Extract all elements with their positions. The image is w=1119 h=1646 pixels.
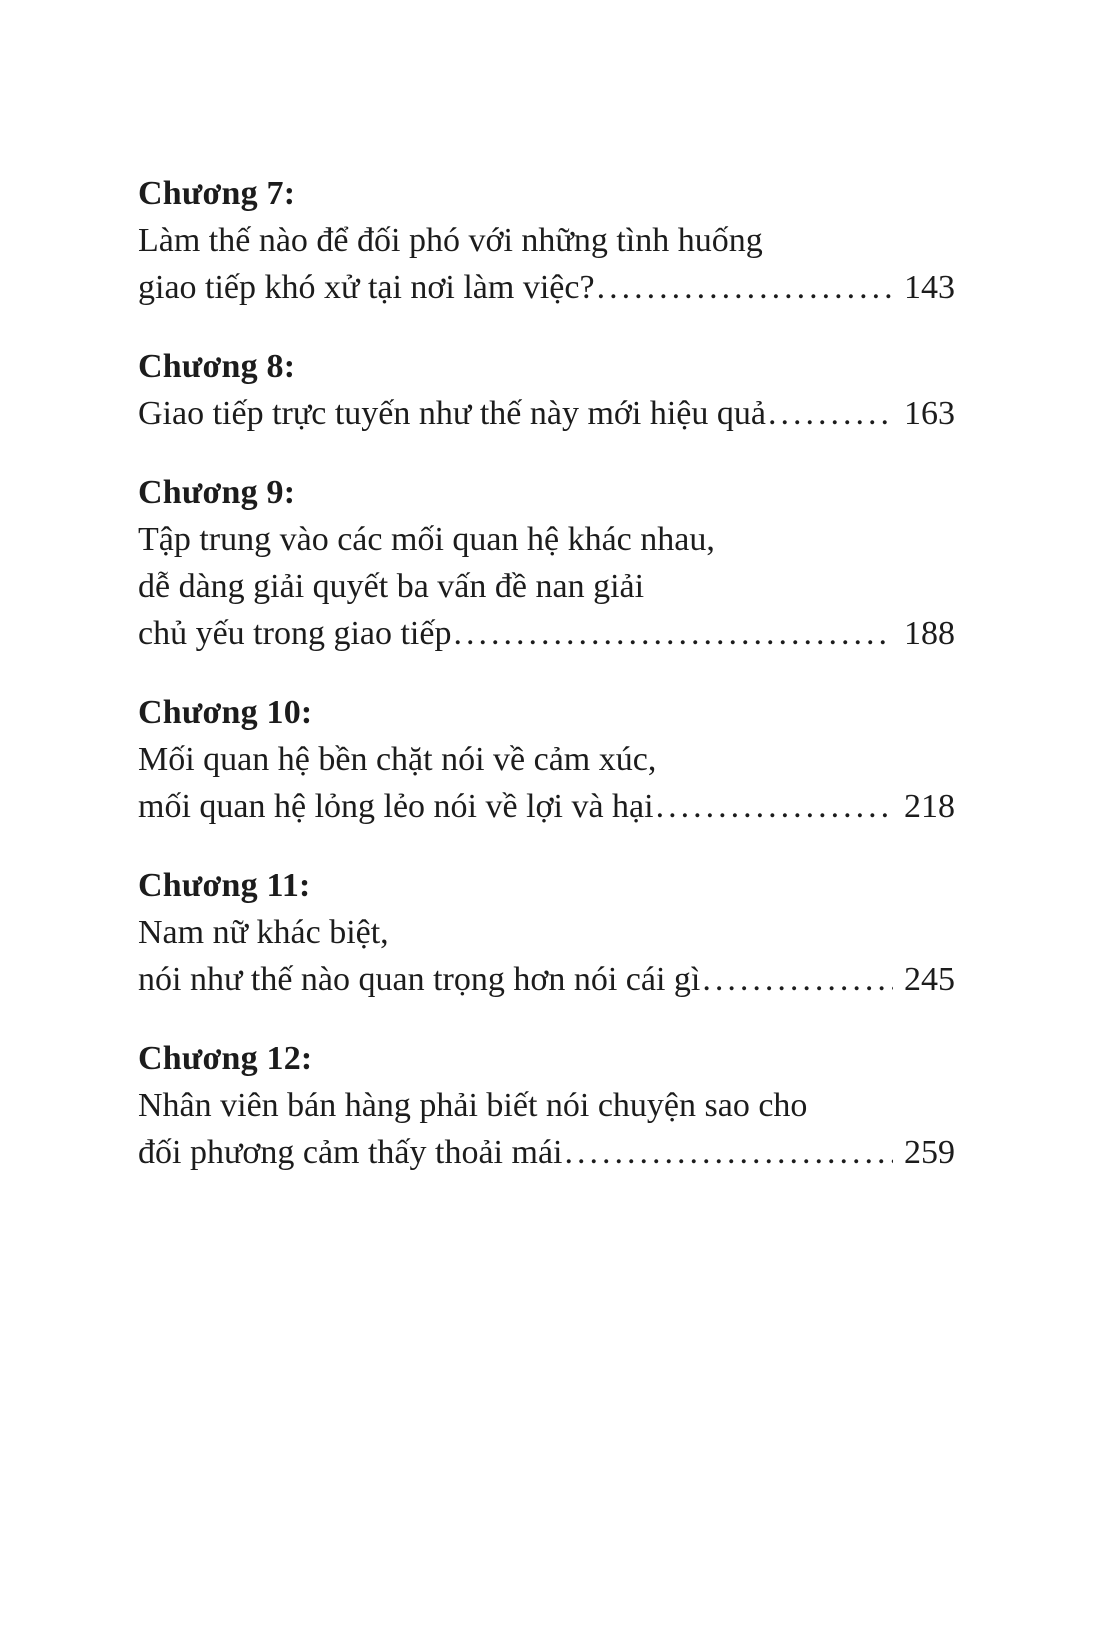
- page-number: 163: [904, 395, 955, 432]
- chapter-title-lines: [138, 516, 955, 610]
- page-number: 188: [904, 615, 955, 652]
- dot-leader: [768, 390, 893, 437]
- dot-leader: [656, 783, 893, 830]
- dot-leader: [453, 610, 893, 657]
- chapter-title-text: chủ yếu trong giao tiếp: [138, 615, 452, 652]
- chapter-label: Chương 8:: [138, 348, 296, 385]
- chapter-final-line: [138, 1129, 955, 1176]
- chapter-title-lines: [138, 736, 955, 783]
- dot-leader: [597, 264, 893, 311]
- chapter-title-text: nói như thế nào quan trọng hơn nói cái gì: [138, 961, 701, 998]
- toc-chapter-entry: [138, 689, 955, 830]
- dot-leader: [565, 1129, 894, 1176]
- chapter-final-line: [138, 264, 955, 311]
- chapter-title-lines: [138, 1082, 955, 1129]
- toc-chapter-entry: [138, 170, 955, 311]
- chapter-final-line: [138, 783, 955, 830]
- chapter-title-line: Tập trung vào các mối quan hệ khác nhau,: [138, 521, 715, 558]
- chapter-title-text: đối phương cảm thấy thoải mái: [138, 1134, 563, 1171]
- chapter-title-line: Làm thế nào để đối phó với những tình huống: [138, 222, 763, 259]
- page-number: 259: [904, 1134, 955, 1171]
- chapter-title-text: mối quan hệ lỏng lẻo nói về lợi và hại: [138, 788, 654, 825]
- chapter-title-lines: [138, 217, 955, 264]
- toc-chapter-entry: [138, 343, 955, 437]
- toc-chapter-entry: [138, 469, 955, 657]
- chapter-title-line: Nam nữ khác biệt,: [138, 914, 389, 951]
- toc-chapter-entry: [138, 862, 955, 1003]
- page-number: 245: [904, 961, 955, 998]
- dot-leader: [702, 956, 893, 1003]
- chapter-label: Chương 10:: [138, 694, 313, 731]
- table-of-contents: [138, 170, 955, 1176]
- chapter-label: Chương 12:: [138, 1040, 313, 1077]
- chapter-final-line: [138, 390, 955, 437]
- page-number: 218: [904, 788, 955, 825]
- page-number: 143: [904, 269, 955, 306]
- chapter-title-line: Mối quan hệ bền chặt nói về cảm xúc,: [138, 741, 657, 778]
- chapter-label: Chương 9:: [138, 474, 296, 511]
- chapter-final-line: [138, 610, 955, 657]
- chapter-title-lines: [138, 909, 955, 956]
- chapter-title-text: giao tiếp khó xử tại nơi làm việc?: [138, 269, 595, 306]
- chapter-title-line: Nhân viên bán hàng phải biết nói chuyện sao cho: [138, 1087, 808, 1124]
- chapter-title-text: Giao tiếp trực tuyến như thế này mới hiệu quả: [138, 395, 766, 432]
- chapter-final-line: [138, 956, 955, 1003]
- toc-chapter-entry: [138, 1035, 955, 1176]
- chapter-title-line: dễ dàng giải quyết ba vấn đề nan giải: [138, 568, 645, 605]
- chapter-label: Chương 11:: [138, 867, 311, 904]
- chapter-label: Chương 7:: [138, 175, 296, 212]
